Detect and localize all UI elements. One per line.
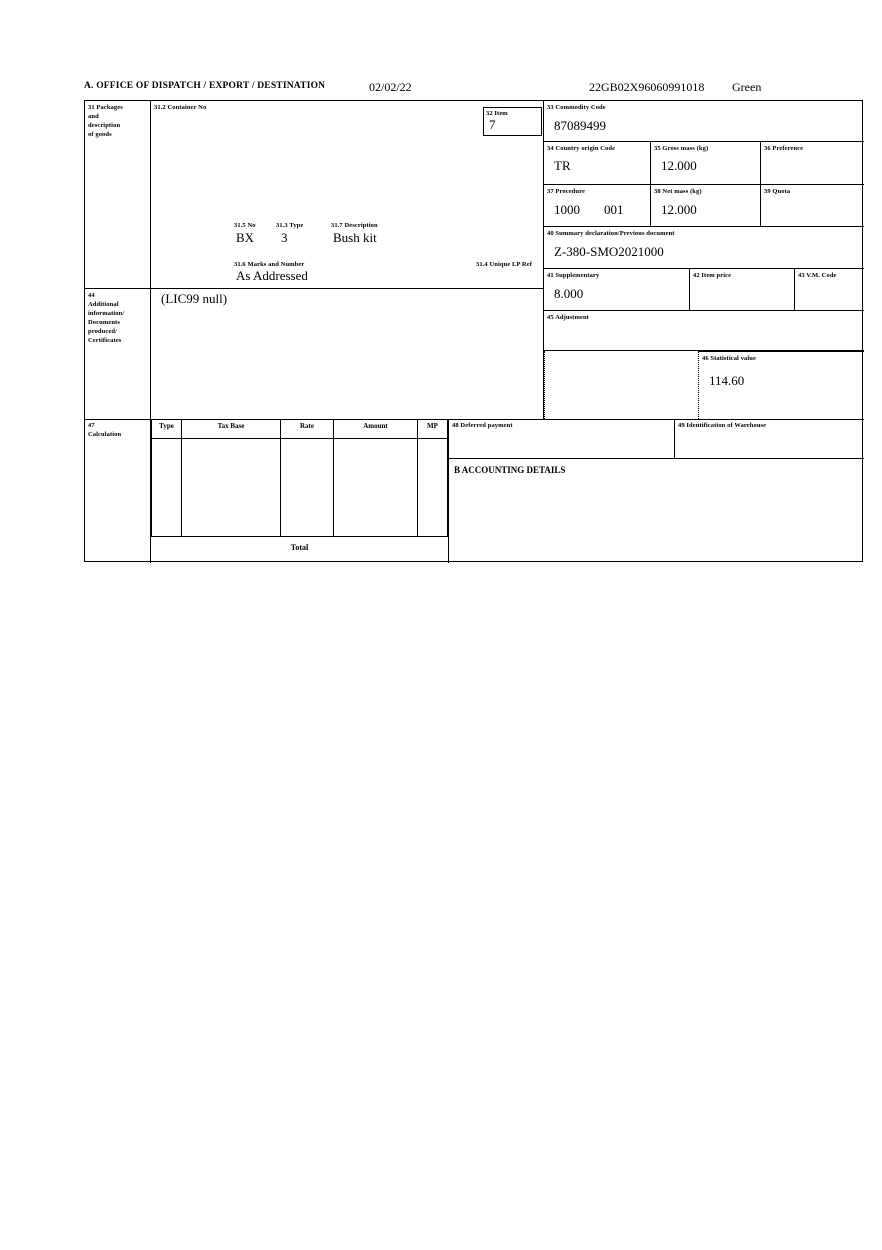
- box-31-5-no-value: BX: [236, 230, 255, 245]
- box-47-col-amount-header: [334, 419, 418, 439]
- box-47-col-type-header: [151, 419, 182, 439]
- box-39-quota: [761, 185, 864, 227]
- box-49-identification-label: 49 Identification of Warehouse: [678, 422, 767, 429]
- box-37-procedure-label: 37 Procedure: [547, 188, 585, 195]
- box-36-preference: [761, 142, 864, 185]
- box-31-6-marks-value: As Addressed: [236, 268, 308, 283]
- customs-declaration-form: [84, 100, 863, 562]
- box-38-net-mass: [651, 185, 761, 227]
- box-b-accounting-details: [448, 459, 864, 563]
- box-39-quota-label: 39 Quota: [764, 188, 791, 195]
- box-43-vm-code: [795, 269, 864, 311]
- box-37-procedure: [544, 185, 651, 227]
- box-44-stub-line-4: Documents: [88, 319, 120, 326]
- box-34-country-origin-label: 34 Country origin Code: [547, 145, 616, 152]
- box-31-7-description-value: Bush kit: [333, 230, 377, 245]
- box-47-cell-rate: [281, 439, 334, 537]
- box-47-col-mp-label: MP: [427, 422, 438, 430]
- box-42-item-price-label: 42 Item price: [693, 272, 732, 279]
- route-lane: Green: [732, 80, 762, 94]
- box-47-cell-mp: [418, 439, 448, 537]
- box-31-3-type-value: 3: [281, 230, 288, 245]
- box-45-adjustment: [544, 311, 864, 351]
- box-47-cell-amount: [334, 439, 418, 537]
- box-41-supplementary-label: 41 Supplementary: [547, 272, 600, 279]
- box-37-procedure-value-a: 1000: [554, 202, 580, 217]
- box-31-stub-line-2: and: [88, 113, 99, 120]
- box-43-vm-code-label: 43 V.M. Code: [798, 272, 837, 279]
- box-31-5-no-label: 31.5 No: [234, 222, 256, 229]
- box-b-accounting-details-label: B ACCOUNTING DETAILS: [454, 465, 566, 475]
- box-38-net-mass-label: 38 Net mass (kg): [654, 188, 702, 195]
- box-40-summary-declaration: [544, 227, 864, 269]
- box-47-col-taxbase-header: [182, 419, 281, 439]
- box-47-cell-taxbase: [182, 439, 281, 537]
- box-31-stub: [85, 101, 151, 288]
- box-31-4-unique-ref-label: 31.4 Unique LP Ref: [476, 261, 532, 268]
- box-48-deferred-payment: [448, 419, 675, 459]
- box-31-stub-line-1: 31 Packages: [88, 104, 123, 111]
- box-44-value: (LIC99 null): [161, 291, 228, 306]
- box-45-adjustment-label: 45 Adjustment: [547, 314, 589, 321]
- box-47-col-amount-label: Amount: [363, 422, 388, 430]
- box-46-statistical-value: [699, 351, 864, 419]
- box-47-stub: [85, 419, 151, 563]
- box-40-summary-declaration-label: 40 Summary declaration/Previous document: [547, 230, 675, 237]
- box-44-stub-line-5: produced/: [88, 328, 117, 335]
- box-36-preference-label: 36 Preference: [764, 145, 804, 152]
- box-33-commodity-code-label: 33 Commodity Code: [547, 104, 606, 111]
- box-35-gross-mass: [651, 142, 761, 185]
- box-35-gross-mass-value: 12.000: [661, 158, 697, 173]
- box-41-supplementary-value: 8.000: [554, 286, 584, 301]
- box-31-2-container-no-label: 31.2 Container No: [154, 104, 207, 111]
- box-33-commodity-code-value: 87089499: [554, 118, 606, 133]
- box-31-6-marks-label: 31.6 Marks and Number: [234, 261, 305, 268]
- document-header: [84, 80, 864, 96]
- box-31-7-description-label: 31.7 Description: [331, 222, 378, 229]
- box-32-item-value: 7: [489, 117, 496, 132]
- box-46-left-filler: [544, 351, 699, 419]
- box-47-col-taxbase-label: Tax Base: [217, 422, 245, 430]
- box-44-stub-line-6: Certificates: [88, 337, 122, 344]
- box-46-statistical-value-value: 114.60: [709, 373, 745, 388]
- box-47-stub-line-1: 47: [88, 422, 95, 429]
- declaration-date: 02/02/22: [369, 80, 412, 94]
- box-37-procedure-value-b: 001: [604, 202, 624, 217]
- box-31-stub-line-4: of goods: [88, 131, 112, 138]
- box-47-stub-line-2: Calculation: [88, 431, 122, 438]
- box-48-deferred-payment-label: 48 Deferred payment: [452, 422, 513, 429]
- box-34-country-origin-code: [544, 142, 651, 185]
- box-41-supplementary: [544, 269, 690, 311]
- box-34-country-origin-value: TR: [554, 158, 571, 173]
- box-35-gross-mass-label: 35 Gross mass (kg): [654, 145, 709, 152]
- mrn-number: 22GB02X96060991018: [589, 80, 705, 94]
- box-31-stub-line-3: description: [88, 122, 121, 129]
- box-44-stub: [85, 288, 151, 419]
- box-47-col-mp-header: [418, 419, 448, 439]
- box-31-3-type-label: 31.3 Type: [276, 222, 304, 229]
- box-47-total-row: [151, 537, 448, 563]
- box-40-summary-declaration-value: Z-380-SMO2021000: [554, 244, 664, 259]
- box-44-stub-line-2: Additional: [88, 301, 119, 308]
- box-47-col-rate-header: [281, 419, 334, 439]
- box-33-commodity-code: [544, 101, 864, 142]
- box-44-stub-line-1: 44: [88, 292, 95, 299]
- box-49-identification-of-warehouse: [675, 419, 864, 459]
- box-42-item-price: [690, 269, 795, 311]
- box-47-total-label: Total: [290, 543, 309, 552]
- box-32-item: [483, 107, 542, 136]
- box-44-stub-line-3: information/: [88, 310, 125, 317]
- box-47-col-rate-label: Rate: [300, 422, 314, 430]
- box-47-col-type-label: Type: [159, 422, 174, 430]
- box-38-net-mass-value: 12.000: [661, 202, 697, 217]
- box-32-item-label: 32 Item: [486, 110, 508, 117]
- box-47-cell-type: [151, 439, 182, 537]
- box-44-additional-information: [151, 288, 544, 419]
- box-46-statistical-value-label: 46 Statistical value: [702, 355, 756, 362]
- office-of-dispatch-label: A. OFFICE OF DISPATCH / EXPORT / DESTINATION: [84, 81, 326, 91]
